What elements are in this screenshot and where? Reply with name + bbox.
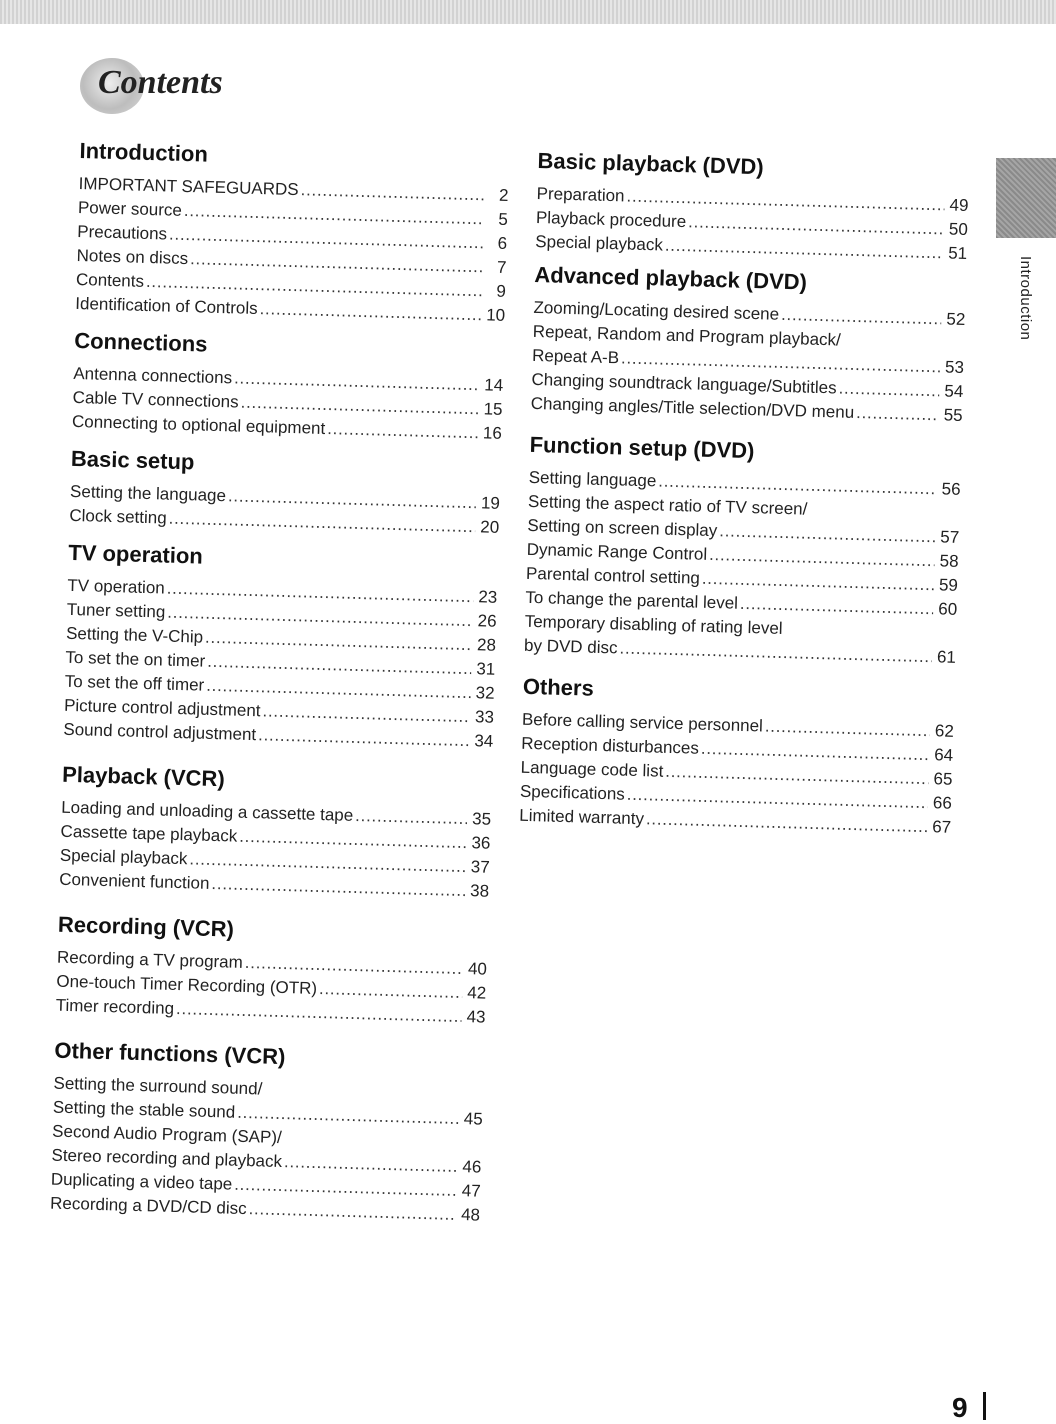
- page-number-bar: [983, 1392, 986, 1420]
- entry-list: [530, 296, 965, 428]
- toc-entry-page: 37: [470, 857, 491, 877]
- toc-entry-title: Identification of Controls: [75, 293, 258, 319]
- entry-list: [72, 362, 504, 446]
- section-heading: Function setup (DVD): [529, 431, 755, 464]
- toc-entry-page: 42: [467, 983, 487, 1003]
- section-heading: Others: [522, 673, 595, 701]
- toc-entry-page: 60: [938, 599, 958, 619]
- toc-entry-page: 50: [948, 219, 969, 240]
- toc-entry-title: Clock setting: [69, 505, 167, 528]
- toc-entry-page: 5: [498, 209, 509, 229]
- entry-list: [519, 708, 954, 840]
- toc-entry-title: Loading and unloading a cassette tape: [60, 797, 354, 825]
- toc-entry-page: 62: [934, 721, 955, 741]
- toc-entry-title: Connecting to optional equipment: [71, 411, 326, 438]
- toc-entry-title: Picture control adjustment: [63, 695, 261, 721]
- section-others: [519, 672, 955, 840]
- toc-entry-page: 31: [476, 659, 496, 679]
- toc-entry-page: 28: [476, 635, 497, 655]
- toc-entry-title: Contents: [75, 269, 145, 291]
- toc-entry-title: Antenna connections: [73, 363, 233, 388]
- toc-entry-title: Repeat A-B: [531, 345, 620, 368]
- toc-entry-title: Setting the aspect ratio of TV screen/: [527, 491, 808, 519]
- section-basic-setup: [69, 444, 501, 540]
- section-heading: Playback (VCR): [61, 761, 226, 792]
- section-heading: Connections: [73, 327, 208, 357]
- toc-entry-title: Sound control adjustment: [63, 719, 257, 745]
- toc-entry-page: [461, 1100, 483, 1101]
- toc-entry-title: Reception disturbances: [521, 733, 700, 758]
- toc-entry-page: 33: [474, 707, 495, 727]
- toc-entry-title: To set the on timer: [65, 647, 206, 671]
- toc-entry-title: Cable TV connections: [72, 387, 239, 412]
- section-heading: Introduction: [79, 137, 209, 167]
- toc-entry-page: 61: [936, 647, 957, 667]
- toc-entry-title: Special playback: [535, 231, 664, 255]
- toc-entry-page: 40: [467, 959, 488, 979]
- section-function-setup-dvd: [524, 430, 962, 670]
- toc-entry-title: by DVD disc: [523, 635, 618, 658]
- toc-entry-page: 2: [498, 185, 509, 205]
- toc-entry-title: Dynamic Range Control: [526, 539, 708, 564]
- toc-entry-title: TV operation: [67, 575, 166, 598]
- dot-leader: [264, 1095, 459, 1100]
- toc-entry-page: 15: [483, 399, 503, 419]
- toc-entry-title: Tuner setting: [66, 599, 166, 622]
- toc-entry-title: Temporary disabling of rating level: [524, 611, 783, 639]
- toc-entry-page: 53: [944, 357, 965, 377]
- toc-entry-page: 64: [933, 745, 954, 765]
- entry-list: [63, 574, 498, 754]
- toc-entry-page: 43: [466, 1007, 486, 1027]
- entry-list: [69, 480, 500, 540]
- toc-entry-page: 57: [940, 527, 960, 547]
- right-column: [519, 146, 970, 840]
- toc-entry-title: Recording a TV program: [56, 947, 244, 972]
- dot-leader: [838, 376, 939, 403]
- toc-entry-title: Repeat, Random and Program playback/: [532, 321, 842, 350]
- toc-entry-title: Changing angles/Title selection/DVD menu: [530, 393, 855, 422]
- section-introduction: [75, 136, 510, 328]
- toc-entry-page: 67: [931, 817, 952, 837]
- toc-entry-title: Duplicating a video tape: [50, 1169, 233, 1194]
- page-number: 9: [952, 1392, 968, 1423]
- toc-entry-title: Limited warranty: [519, 805, 645, 829]
- toc-entry-title: Changing soundtrack language/Subtitles: [531, 369, 837, 398]
- toc-entry-page: 7: [496, 257, 507, 277]
- toc-entry-page: 19: [480, 493, 501, 513]
- toc-entry-page: 6: [497, 233, 508, 253]
- toc-entry-page: 46: [462, 1157, 482, 1177]
- toc-entry-title: Setting language: [528, 467, 657, 491]
- toc-entry-page: [938, 518, 960, 519]
- section-heading: Recording (VCR): [57, 911, 235, 942]
- toc-entry-title: IMPORTANT SAFEGUARDS: [78, 173, 299, 200]
- toc-entry-title: Language code list: [520, 757, 664, 781]
- toc-entry-page: 49: [949, 195, 969, 216]
- toc-entry-title: Setting the V-Chip: [65, 623, 204, 647]
- dot-leader: [259, 297, 481, 327]
- toc-entry-title: Playback procedure: [535, 207, 687, 232]
- toc-entry-page: 65: [933, 769, 953, 789]
- toc-entry-page: 35: [471, 809, 492, 829]
- toc-entry-page: 38: [469, 881, 490, 901]
- toc-entry-page: 10: [485, 305, 506, 325]
- entry-list: [75, 172, 509, 328]
- left-column: [50, 136, 510, 1228]
- toc-entry-page: [460, 1148, 482, 1149]
- toc-entry-page: 32: [475, 683, 495, 703]
- entry-list: [50, 1072, 484, 1228]
- toc-entry-title: Power source: [77, 197, 183, 220]
- section-heading: Basic playback (DVD): [537, 147, 765, 180]
- entry-list: [59, 796, 492, 904]
- page-title: Contents: [98, 64, 223, 101]
- top-decorative-band: [0, 0, 1056, 24]
- toc-entry-page: 45: [463, 1109, 483, 1129]
- contents-title: [80, 56, 260, 116]
- toc-entry-page: 14: [484, 375, 504, 395]
- entry-list: [524, 466, 961, 670]
- dot-leader: [843, 346, 941, 349]
- dot-leader: [355, 804, 468, 831]
- toc-entry-page: 36: [471, 833, 491, 853]
- toc-entry-title: Second Audio Program (SAP)/: [51, 1121, 283, 1148]
- toc-entry-title: Zooming/Locating desired scene: [533, 297, 780, 324]
- toc-entry-page: 52: [946, 309, 966, 329]
- toc-entry-title: To change the parental level: [525, 587, 739, 613]
- toc-entry-title: Notes on discs: [76, 245, 189, 269]
- section-heading: Advanced playback (DVD): [534, 261, 808, 295]
- toc-entry-title: Setting the surround sound/: [53, 1073, 263, 1099]
- section-tv-operation: [63, 538, 499, 754]
- toc-entry-page: 16: [482, 423, 503, 443]
- toc-entry-title: Setting the language: [69, 481, 227, 506]
- toc-entry-page: [934, 638, 956, 639]
- section-heading: Basic setup: [70, 445, 195, 475]
- toc-entry-title: Special playback: [59, 845, 188, 869]
- toc-entry-page: 20: [480, 517, 500, 537]
- toc-entry-page: 55: [943, 405, 963, 425]
- dot-leader: [248, 1197, 456, 1227]
- dot-leader: [784, 634, 932, 638]
- toc-entry-title: Recording a DVD/CD disc: [49, 1193, 247, 1219]
- toc-entry-page: [943, 348, 965, 349]
- toc-entry-title: Setting on screen display: [527, 515, 718, 541]
- entry-list: [535, 182, 969, 266]
- section-basic-playback-dvd: [535, 146, 970, 266]
- toc-entry-page: 23: [478, 587, 498, 607]
- dot-leader: [258, 723, 470, 753]
- toc-entry-page: 58: [939, 551, 959, 571]
- toc-entry-title: To set the off timer: [64, 671, 205, 695]
- toc-entry-title: Setting the stable sound: [52, 1097, 236, 1122]
- toc-entry-page: 59: [938, 575, 959, 595]
- toc-entry-page: 26: [477, 611, 497, 631]
- section-other-functions-vcr: [50, 1036, 485, 1228]
- section-connections: [72, 326, 505, 446]
- section-playback-vcr: [59, 760, 493, 904]
- toc-entry-title: Parental control setting: [525, 563, 701, 588]
- toc-entry-title: Cassette tape playback: [60, 821, 238, 846]
- dot-leader: [327, 417, 478, 445]
- section-recording-vcr: [55, 910, 488, 1030]
- entry-list: [55, 946, 487, 1030]
- toc-entry-title: Timer recording: [55, 995, 175, 1018]
- toc-entry-title: Precautions: [77, 221, 168, 244]
- toc-entry-title: Preparation: [536, 183, 625, 206]
- section-advanced-playback-dvd: [530, 260, 966, 428]
- section-heading: Other functions (VCR): [54, 1037, 286, 1070]
- toc-entry-page: 48: [460, 1205, 481, 1225]
- toc-entry-page: 66: [932, 793, 953, 813]
- toc-entry-title: Before calling service personnel: [521, 709, 764, 736]
- toc-entry-title: One-touch Timer Recording (OTR): [56, 971, 318, 998]
- dot-leader: [856, 401, 939, 427]
- toc-entry-page: 47: [461, 1181, 481, 1201]
- dot-leader: [809, 515, 936, 519]
- side-tab-marker: [996, 158, 1056, 238]
- toc-entry-page: 54: [944, 381, 964, 401]
- toc-entry-page: 56: [941, 479, 961, 499]
- toc-entry-title: Stereo recording and playback: [51, 1145, 283, 1172]
- toc-entry-page: 9: [496, 281, 507, 301]
- toc-entry-title: Convenient function: [58, 869, 210, 893]
- toc-entry-page: 34: [474, 731, 494, 751]
- toc-entry-page: 51: [947, 243, 968, 264]
- dot-leader: [284, 1143, 458, 1148]
- section-heading: TV operation: [68, 539, 204, 569]
- toc-entry-title: Specifications: [519, 781, 626, 804]
- side-tab-label: Introduction: [1017, 256, 1034, 341]
